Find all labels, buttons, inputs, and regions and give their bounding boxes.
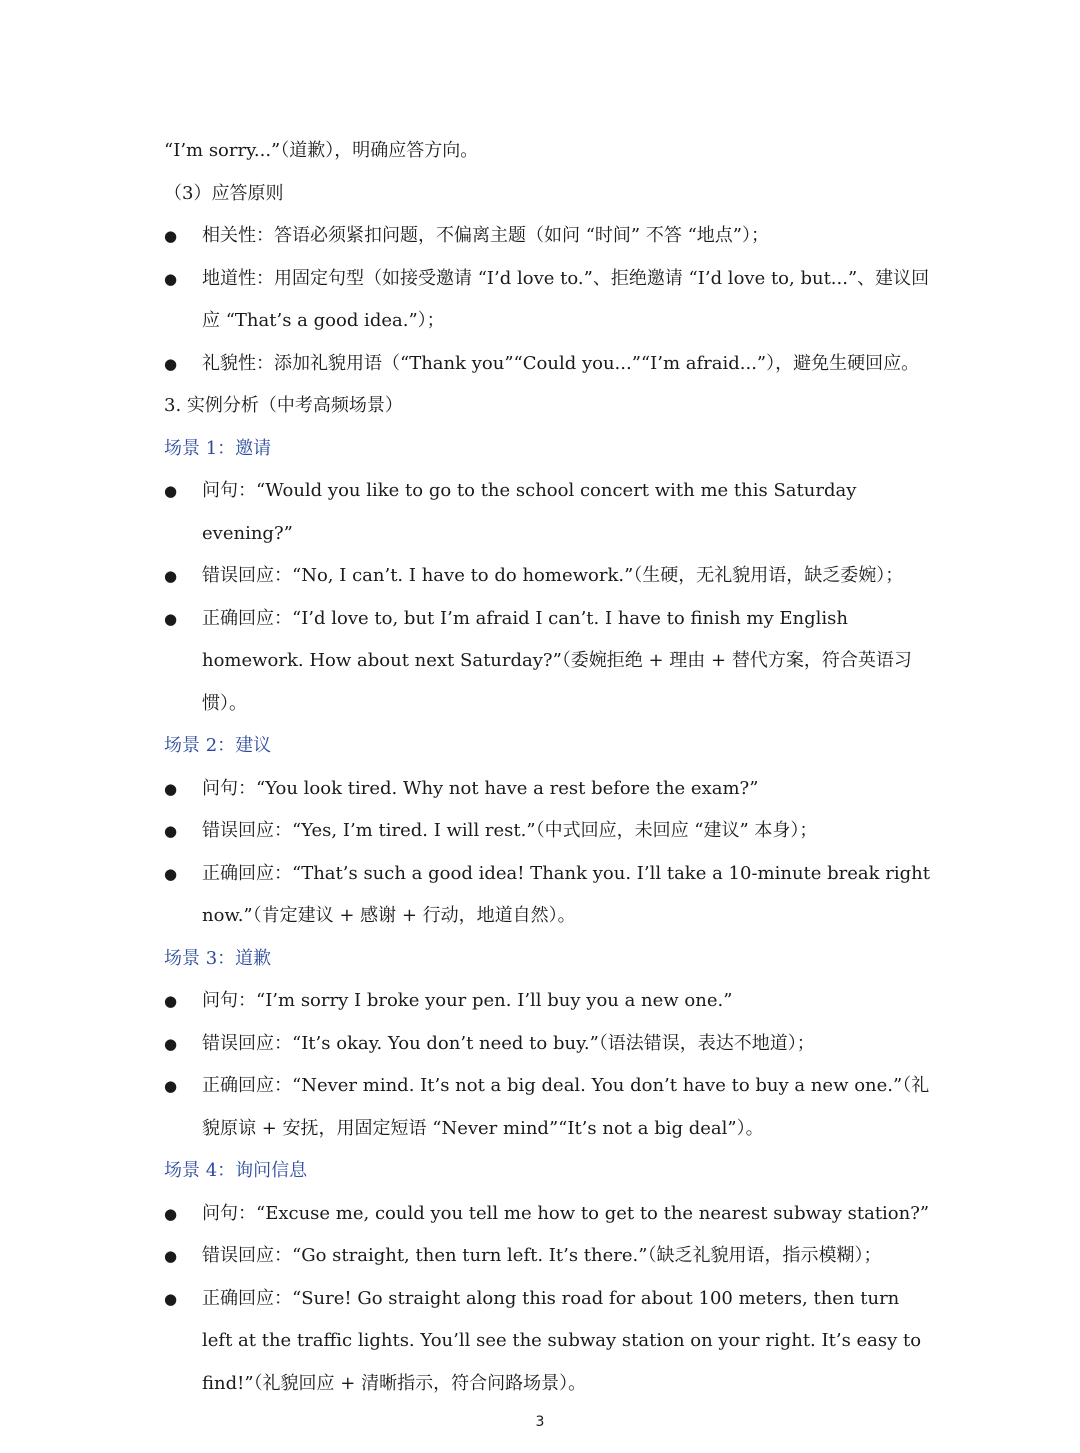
- bullet-icon: ●: [164, 354, 178, 373]
- list-item: [164, 810, 934, 853]
- analysis-heading: 3. 实例分析（中考高频场景）: [164, 395, 403, 416]
- list-item: [164, 1193, 934, 1236]
- scene-correct-answer: 正确回应：“Sure! Go straight along this road for about 100 meters, then turn left at the traffic lights. You’ll see the subway station on your right. It’s easy to find!”（礼貌回应 + 清晰指示，符合问路场景）。: [202, 1287, 922, 1394]
- scene-title: 场景 4：询问信息: [164, 1160, 308, 1181]
- list-item: [164, 768, 934, 811]
- list-item: [164, 1278, 934, 1406]
- scene-question: 问句：“You look tired. Why not have a rest before the exam?”: [202, 777, 759, 799]
- bullet-icon: ●: [164, 609, 178, 628]
- bullet-icon: ●: [164, 269, 178, 288]
- scene-title: 场景 3：道歉: [164, 947, 272, 969]
- list-item: [164, 343, 934, 386]
- bullet-icon: ●: [164, 482, 178, 500]
- list-item: [164, 1065, 934, 1150]
- scene-question: 问句：“Would you like to go to the school concert with me this Saturday evening?”: [202, 480, 857, 544]
- scene-correct-answer: 正确回应：“That’s such a good idea! Thank you. I’ll take a 10-minute break right now.”（肯定建议 + 感谢 + 行动，地道自然）。: [202, 862, 930, 926]
- bullet-icon: ●: [164, 1204, 178, 1223]
- scene-question: 问句：“I’m sorry I broke your pen. I’ll buy you a new one.”: [202, 990, 733, 1011]
- bullet-icon: ●: [164, 1077, 178, 1095]
- list-item: [164, 1235, 934, 1278]
- bullet-icon: ●: [164, 1247, 178, 1265]
- scene-wrong-answer: 错误回应：“It’s okay. You don’t need to buy.”（语法错误，表达不地道）；: [202, 1032, 815, 1054]
- bullet-icon: ●: [164, 864, 178, 883]
- scene-title: 场景 1：邀请: [164, 437, 272, 459]
- bullet-icon: ●: [164, 1034, 178, 1053]
- page-number: 3: [535, 1414, 545, 1430]
- scene-wrong-answer: 错误回应：“Go straight, then turn left. It’s there.”（缺乏礼貌用语，指示模糊）；: [202, 1245, 882, 1266]
- scene-correct-answer: 正确回应：“Never mind. It’s not a big deal. You don’t have to buy a new one.”（礼貌原谅 + 安抚，用固定短语 “Never mind”“It’s not a big deal”）。: [202, 1075, 930, 1139]
- bullet-icon: ●: [164, 779, 178, 798]
- bullet-icon: ●: [164, 822, 178, 840]
- list-item: [164, 470, 934, 555]
- list-item: [164, 215, 934, 258]
- scene-title: 场景 2：建议: [164, 735, 272, 756]
- principle-politeness: 礼貌性：添加礼貌用语（“Thank you”“Could you...”“I’m afraid...”），避免生硬回应。: [202, 352, 920, 374]
- scene-wrong-answer: 错误回应：“Yes, I’m tired. I will rest.”（中式回应，未回应 “建议” 本身）；: [202, 820, 818, 841]
- intro-line: “I’m sorry...”（道歉），明确应答方向。: [164, 140, 479, 161]
- bullet-icon: ●: [164, 1289, 178, 1308]
- list-item: [164, 258, 934, 343]
- page-content: [164, 130, 934, 1405]
- scene-correct-answer: 正确回应：“I’d love to, but I’m afraid I can’t. I have to finish my English homework. How about next Saturday?”（委婉拒绝 + 理由 + 替代方案，符合英语习惯）。: [202, 607, 912, 714]
- principles-heading: （3）应答原则: [164, 182, 284, 204]
- bullet-icon: ●: [164, 567, 178, 585]
- scene-wrong-answer: 错误回应：“No, I can’t. I have to do homework.”（生硬，无礼貌用语，缺乏委婉）；: [202, 565, 904, 586]
- list-item: [164, 555, 934, 598]
- list-item: [164, 598, 934, 726]
- list-item: [164, 853, 934, 938]
- principle-relevance: 相关性：答语必须紧扣问题，不偏离主题（如问 “时间” 不答 “地点”）；: [202, 225, 769, 246]
- list-item: [164, 980, 934, 1023]
- bullet-icon: ●: [164, 992, 178, 1010]
- principle-authenticity: 地道性：用固定句型（如接受邀请 “I’d love to.”、拒绝邀请 “I’d love to, but...”、建议回应 “That’s a good idea.”）；: [202, 267, 930, 331]
- list-item: [164, 1023, 934, 1066]
- scene-question: 问句：“Excuse me, could you tell me how to get to the nearest subway station?”: [202, 1202, 930, 1224]
- bullet-icon: ●: [164, 227, 178, 245]
